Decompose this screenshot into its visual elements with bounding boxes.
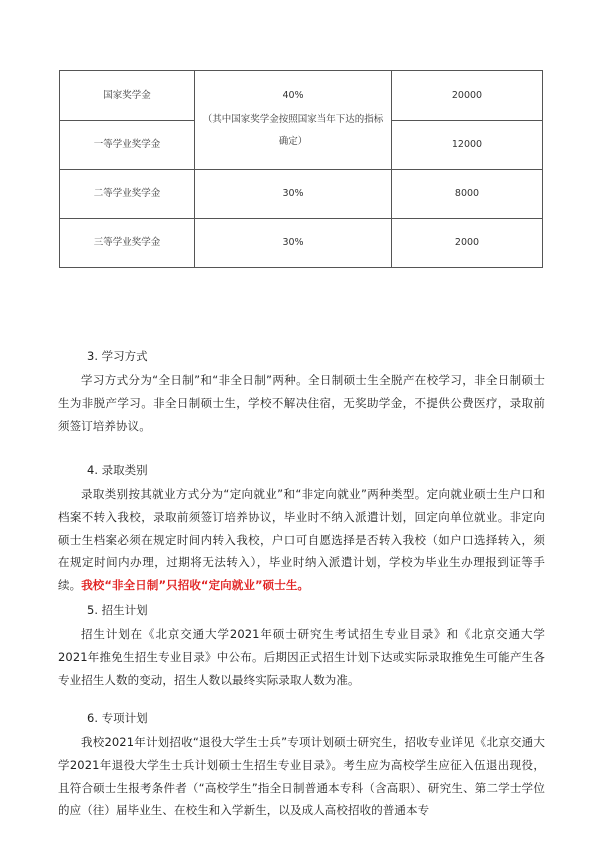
scholarship-rate: 30%: [195, 170, 392, 219]
rate-cell: [195, 71, 392, 170]
scholarship-name: 国家奖学金: [60, 71, 195, 121]
scholarship-name: 一等学业奖学金: [60, 121, 195, 170]
section-heading: 3. 学习方式: [87, 349, 148, 363]
scholarship-name: 二等学业奖学金: [60, 170, 195, 219]
scholarship-rate: 30%: [195, 219, 392, 268]
highlight-notice: 我校“非全日制”只招收“定向就业”硕士生。: [81, 578, 310, 593]
section-body: 学习方式分为“全日制”和“非全日制”两种。全日制硕士生全脱产在校学习，非全日制硕士生为非脱产学习。非全日制硕士生，学校不解决住宿，无奖助学金，不提供公费医疗，录取前须签订培养协议。: [58, 373, 545, 433]
section-body-text: 录取类别按其就业方式分为“定向就业”和“非定向就业”两种类型。定向就业硕士生户口和档案不转入我校，录取前须签订培养协议，毕业时不纳入派遣计划，回定向单位就业。非定向硕士生档案必须在规定时间内转入我校，户口可自愿选择是否转入我校（如户口选择转入，须在规定时间内办理，过期将无法转入），毕业时纳入派遣计划，学校为毕业生办理报到证等手续。: [58, 487, 545, 593]
scholarship-name: 三等学业奖学金: [60, 219, 195, 268]
scholarship-rate: 40%: [282, 89, 304, 101]
section-special-plan: [58, 709, 545, 822]
table-row: [60, 219, 543, 268]
scholarship-table: [59, 70, 543, 268]
section-body: [58, 483, 545, 597]
section-study-mode: [58, 347, 545, 437]
section-enrollment-plan: [58, 601, 545, 691]
scholarship-amount: 12000: [392, 121, 543, 170]
table-row: [60, 71, 543, 121]
scholarship-amount: 20000: [392, 71, 543, 121]
table-note: （其中国家奖学金按照国家当年下达的指标确定）: [202, 113, 384, 147]
section-heading: 5. 招生计划: [87, 603, 148, 617]
section-heading: 6. 专项计划: [87, 711, 148, 725]
section-admission-type: [58, 461, 545, 597]
section-body: 招生计划在《北京交通大学2021年硕士研究生考试招生专业目录》和《北京交通大学2021年推免生招生专业目录》中公布。后期因正式招生计划下达或实际录取推免生可能产生各专业招生人数的变动，招生人数以最终实际录取人数为准。: [58, 627, 545, 687]
section-body: 我校2021年计划招收“退役大学生士兵”专项计划硕士研究生，招收专业详见《北京交通大学2021年退役大学生士兵计划硕士生招生专业目录》。考生应为高校学生应征入伍退出现役，且符合硕士生报考条件者（“高校学生”指全日制普通本专科（含高职）、研究生、第二学士学位的应（往）届毕业生、在校生和入学新生，以及成人高校招收的普通本专: [58, 735, 545, 818]
scholarship-amount: 8000: [392, 170, 543, 219]
table-row: [60, 170, 543, 219]
section-heading: 4. 录取类别: [87, 463, 148, 477]
scholarship-amount: 2000: [392, 219, 543, 268]
